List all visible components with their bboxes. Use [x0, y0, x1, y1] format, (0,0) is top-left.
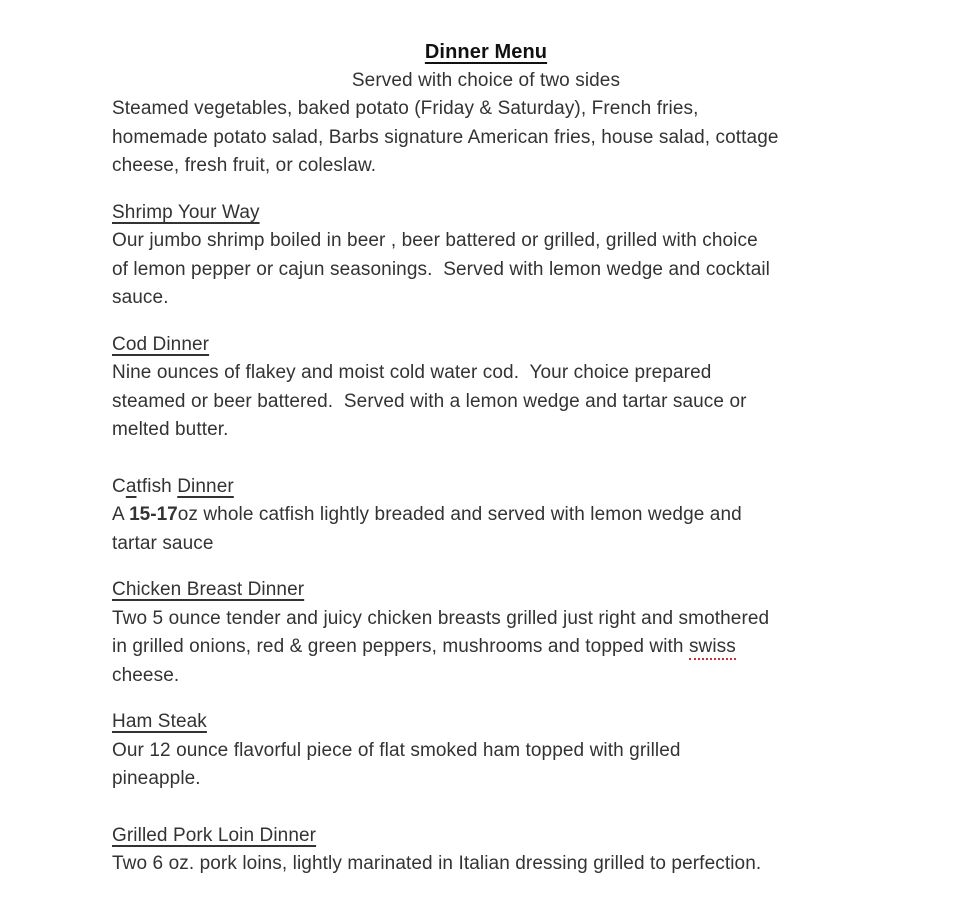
sides-line: Steamed vegetables, baked potato (Friday & Saturday), French fries, — [112, 98, 699, 119]
body-line: Nine ounces of flakey and moist cold water cod. Your choice prepared — [112, 362, 712, 383]
page-title — [112, 38, 860, 67]
menu-subtitle: Served with choice of two sides — [351, 69, 621, 91]
section-heading-ham-text: Ham Steak — [112, 711, 207, 732]
body-line: Our jumbo shrimp boiled in beer , beer battered or grilled, grilled with choice — [112, 230, 758, 251]
body-line: Two 6 oz. pork loins, lightly marinated in Italian dressing grilled to perfection. — [112, 853, 762, 874]
chicken-body-prefix: in grilled onions, red & green peppers, mushrooms and topped with — [112, 636, 689, 657]
section-ham-steak — [112, 708, 860, 794]
section-heading-cod-text: Cod Dinner — [112, 333, 210, 355]
body-line: steamed or beer battered. Served with a lemon wedge and tartar sauce or — [112, 390, 747, 412]
section-heading-pork-text: Grilled Pork Loin Dinner — [112, 824, 317, 846]
catfish-heading-part: C — [112, 475, 126, 497]
catfish-size-bold: 15-17 — [129, 504, 178, 525]
section-heading-catfish — [112, 473, 860, 502]
section-heading-chicken-text: Chicken Breast Dinner — [112, 579, 305, 600]
section-heading-ham — [112, 708, 860, 737]
misspelled-word-spellcheck-underline: swiss — [689, 636, 736, 660]
section-heading-chicken — [112, 576, 860, 605]
body-line — [112, 501, 860, 530]
section-heading-shrimp-text: Shrimp Your Way — [112, 201, 260, 223]
section-grilled-pork-loin-dinner — [112, 822, 860, 879]
sides-description — [112, 95, 860, 181]
catfish-heading-part-underlined: Dinner — [177, 475, 234, 497]
section-chicken-breast-dinner — [112, 576, 860, 690]
section-heading-pork — [112, 822, 860, 851]
body-line: pineapple. — [112, 768, 201, 789]
body-line — [112, 633, 860, 662]
body-line: cheese. — [112, 664, 180, 686]
section-cod-dinner — [112, 331, 860, 445]
body-line: Our 12 ounce flavorful piece of flat smoked ham topped with grilled — [112, 739, 681, 761]
body-line: tartar sauce — [112, 532, 214, 554]
section-catfish-dinner — [112, 473, 860, 559]
catfish-body-suffix: oz whole catfish lightly breaded and served with lemon wedge and — [177, 504, 742, 525]
section-shrimp-your-way — [112, 199, 860, 313]
section-heading-shrimp — [112, 199, 860, 228]
section-heading-cod — [112, 331, 860, 360]
catfish-heading-part: tfish — [136, 475, 178, 497]
body-line: melted butter. — [112, 419, 229, 440]
catfish-body-prefix: A — [112, 504, 130, 525]
catfish-heading-part-underlined: a — [125, 475, 137, 497]
sides-line: cheese, fresh fruit, or coleslaw. — [112, 155, 377, 176]
menu-header — [112, 38, 860, 95]
body-line: of lemon pepper or cajun seasonings. Served with lemon wedge and cocktail — [112, 258, 771, 280]
body-line: sauce. — [112, 287, 169, 308]
body-line: Two 5 ounce tender and juicy chicken breasts grilled just right and smothered — [112, 607, 770, 629]
sides-line: homemade potato salad, Barbs signature American fries, house salad, cottage — [112, 126, 779, 148]
page-title-text: Dinner Menu — [424, 41, 548, 63]
